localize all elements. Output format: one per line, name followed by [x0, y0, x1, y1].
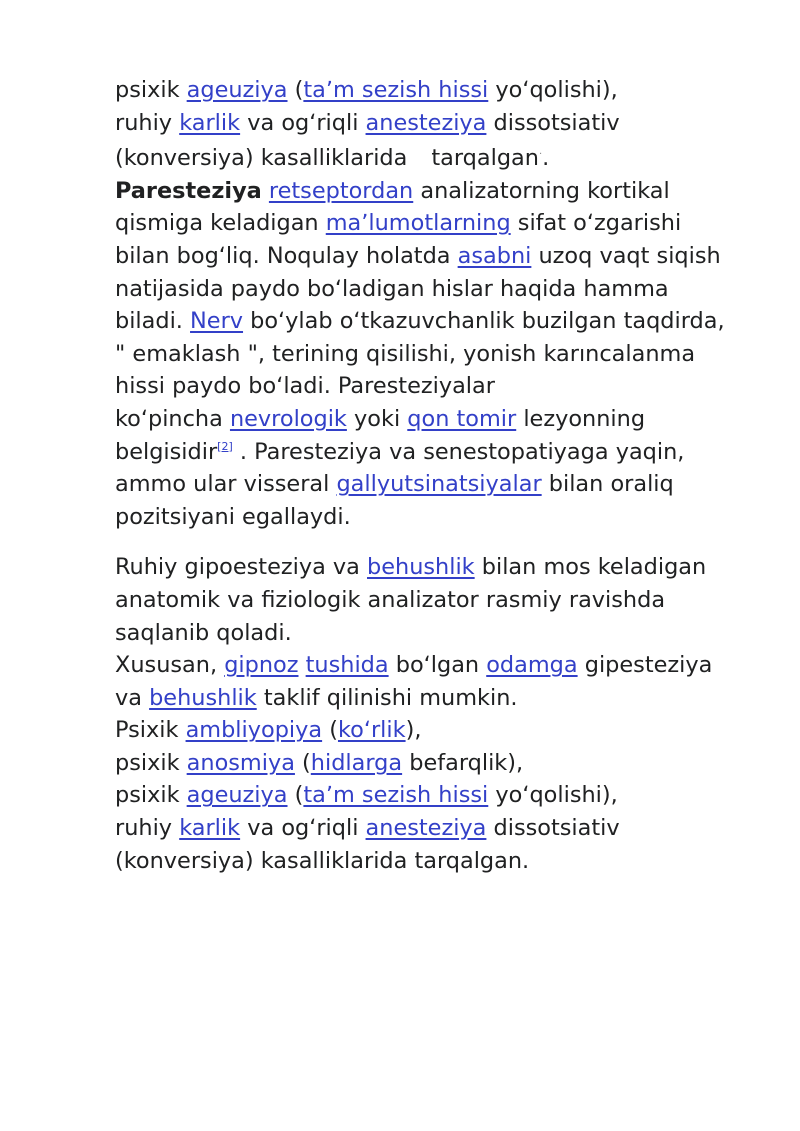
text: boʻylab oʻtkazuvchanlik buzilgan taqdirda, — [243, 308, 725, 335]
text: . Paresteziya va senestopatiyaga yaqin, — [232, 438, 685, 465]
text-line — [115, 747, 775, 780]
text-line — [115, 468, 775, 501]
text: psixik — [115, 782, 187, 809]
text: befarqlik), — [402, 749, 524, 776]
text: Ruhiy gipoesteziya va — [115, 554, 368, 581]
text-line — [115, 682, 775, 715]
text-line — [115, 107, 775, 140]
text-line — [115, 240, 775, 273]
link-anosmiya[interactable]: anosmiya — [186, 749, 295, 776]
text: natijasida paydo boʻladigan hislar haqida hamma — [115, 275, 669, 302]
link-tam-sezish-hissi[interactable]: taʼm sezish hissi — [303, 77, 489, 103]
text: sifat oʻzgarishi — [510, 210, 682, 237]
text-line — [115, 714, 775, 747]
text: bilan bogʻliq. Noqulay holatda — [115, 242, 458, 269]
text: (konversiya) kasalliklarida tarqalgan. — [115, 847, 530, 874]
text — [299, 652, 306, 678]
text: va ogʻriqli — [240, 815, 366, 842]
text: dissotsiativ — [486, 815, 620, 842]
text: psixik — [115, 77, 187, 103]
text-line — [115, 207, 775, 240]
text — [262, 178, 269, 204]
text: ( — [294, 749, 311, 776]
text-line — [115, 584, 775, 617]
text-line — [115, 305, 775, 338]
link-odamga[interactable]: odamga — [486, 652, 578, 679]
link-gallyutsinatsiyalar[interactable]: gallyutsinatsiyalar — [336, 471, 542, 498]
text-line — [115, 649, 775, 682]
text: Xususan, — [115, 652, 225, 679]
text: ruhiy — [115, 815, 180, 842]
text: ammo ular visseral — [115, 471, 337, 498]
text: pozitsiyani egallaydi. — [115, 503, 351, 530]
text: ruhiy — [115, 109, 180, 136]
paragraph-1 — [115, 74, 775, 533]
link-ageuziya[interactable]: ageuziya — [186, 782, 288, 809]
text: hissi paydo boʻladi. Paresteziyalar — [115, 373, 495, 400]
link-nerv[interactable]: Nerv — [190, 308, 244, 335]
text: yoʻqolishi), — [488, 782, 618, 809]
text: (konversiya) kasalliklarida — [115, 145, 408, 172]
text: analizatorning kortikal — [413, 177, 670, 204]
link-ageuziya[interactable]: ageuziya — [186, 77, 288, 103]
text: bilan mos keladigan — [474, 554, 707, 581]
link-anesteziya[interactable]: anesteziya — [365, 815, 487, 842]
text-line — [115, 779, 775, 812]
article-body — [115, 74, 775, 877]
text: psixik — [115, 749, 187, 776]
text: belgisidir — [115, 438, 218, 465]
reference-link-2[interactable]: [2] — [217, 439, 233, 453]
reference-superscript — [217, 440, 233, 453]
text: " emaklash ", terining qisilishi, yonish karıncalanma — [115, 340, 696, 367]
text-line — [115, 436, 775, 469]
text: uzoq vaqt siqish — [531, 242, 721, 269]
text: va — [115, 684, 150, 711]
text-line — [115, 175, 775, 208]
text-line — [115, 501, 775, 534]
link-karlik[interactable]: karlik — [179, 109, 241, 136]
text-line — [115, 617, 775, 650]
text: . — [542, 145, 550, 172]
text-line — [115, 845, 775, 878]
text: koʻpincha — [115, 405, 230, 432]
link-anesteziya[interactable]: anesteziya — [365, 109, 487, 136]
text: ), — [405, 717, 422, 744]
text: yoki — [346, 405, 408, 432]
text-line — [115, 338, 775, 371]
text-line — [115, 139, 775, 175]
text: ( — [287, 782, 304, 809]
term-paresteziya: Paresteziya — [115, 177, 262, 204]
link-tushida[interactable]: tushida — [305, 652, 389, 679]
link-korlik[interactable]: koʻrlik — [337, 717, 406, 744]
link-tam-sezish-hissi[interactable]: taʼm sezish hissi — [303, 782, 489, 809]
text: anatomik va fiziologik analizator rasmiy ravishda — [115, 586, 666, 613]
link-asabni[interactable]: asabni — [457, 242, 532, 269]
link-behushlik[interactable]: behushlik — [149, 684, 257, 711]
text-line — [115, 812, 775, 845]
text: bilan oraliq — [541, 471, 674, 498]
text: ( — [287, 77, 304, 103]
link-retseptordan[interactable]: retseptordan — [268, 177, 414, 204]
link-malumotlarning[interactable]: maʼlumotlarning — [325, 210, 511, 237]
text: yoʻqolishi), — [488, 77, 618, 103]
text-line — [115, 74, 775, 107]
text: Psixik — [115, 717, 186, 744]
text: lezyonning — [516, 405, 646, 432]
text: boʻlgan — [388, 652, 487, 679]
link-nevrologik[interactable]: nevrologik — [229, 405, 347, 432]
link-ambliyopiya[interactable]: ambliyopiya — [185, 717, 323, 744]
text: ( — [322, 717, 338, 744]
text: taklif qilinishi mumkin. — [256, 684, 518, 711]
paragraph-2 — [115, 551, 775, 877]
text-line — [115, 551, 775, 584]
link-gipnoz[interactable]: gipnoz — [224, 652, 299, 679]
text: dissotsiativ — [486, 109, 620, 136]
link-behushlik[interactable]: behushlik — [367, 554, 475, 581]
text-line — [115, 403, 775, 436]
text: gipesteziya — [577, 652, 713, 679]
text: qismiga keladigan — [115, 210, 326, 237]
text: va ogʻriqli — [240, 109, 366, 136]
text: tarqalgan — [431, 145, 539, 172]
text: saqlanib qoladi. — [115, 619, 292, 646]
text: biladi. — [115, 308, 191, 335]
text-line — [115, 273, 775, 306]
link-hidlarga[interactable]: hidlarga — [310, 749, 403, 776]
citation-mark: · — [538, 149, 543, 161]
text-line — [115, 370, 775, 403]
link-karlik[interactable]: karlik — [179, 815, 241, 842]
link-qon-tomir[interactable]: qon tomir — [407, 405, 517, 432]
